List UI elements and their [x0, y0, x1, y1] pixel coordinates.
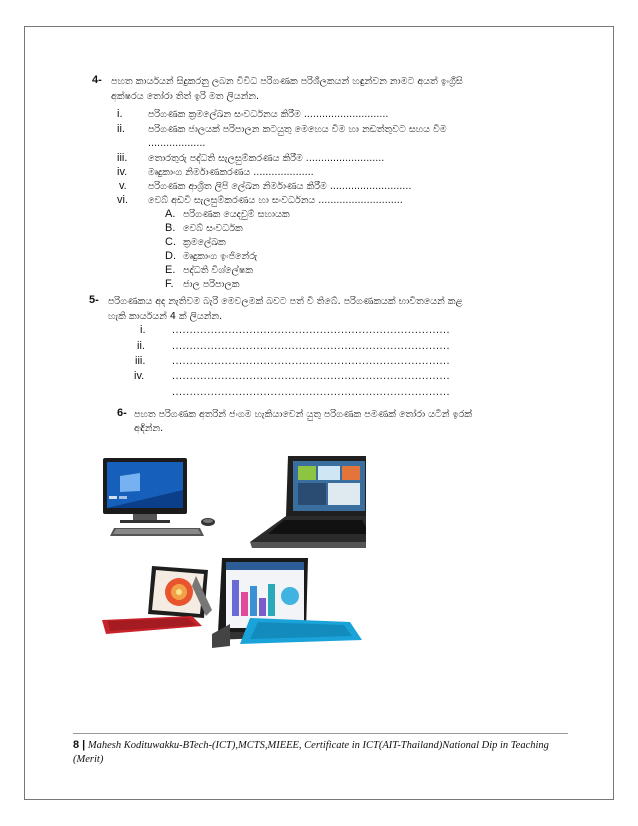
q4-option-text: ක්‍රමලේඛක: [183, 237, 226, 248]
page-number: 8 |: [73, 739, 86, 751]
computers-photo-top: [100, 456, 366, 556]
footer-author-text-continued: (Merit): [73, 754, 104, 765]
question-4-intro-line-1: පහත කාර්යයන් සිදුකරනු ලබන විවිධ පරිගණක පරිශීලකයන් හඳුන්වන නාමට අයත් ඉංග්‍රීසි: [111, 76, 463, 87]
footer-divider: [73, 733, 568, 734]
q5-item-num: iv.: [134, 370, 145, 382]
footer-author-text: Mahesh Kodituwakku-BTech-(ICT),MCTS,MIEEE, Certificate in ICT(AIT-Thailand)National Dip in Teaching: [87, 740, 549, 751]
q5-answer-line: ...............................................................................: [172, 341, 451, 352]
question-6-intro-line-2: අඳින්න.: [134, 423, 164, 434]
q4-option-letter: F.: [165, 278, 174, 290]
question-5-intro-line-1: පරිගණකය අද නැතිවම බැරි මෙවලමක් බවට පත් වී තිබේ. පරිගණකයක් භාවිතයෙන් කළ: [108, 296, 463, 307]
q4-option-text: ජාල පරිපාලක: [183, 279, 240, 290]
q4-item-text: පරිගණක ජාලයක් පරිපාලන කටයුතු මෙහෙය වීම හා නඩත්තුවට සහය වීම: [148, 124, 447, 135]
q4-item-num: v.: [119, 180, 127, 192]
q4-option-text: පරිගණක යෙදවුම් සහායක: [183, 209, 290, 220]
q4-item-num: ii.: [117, 123, 125, 135]
q4-option-letter: A.: [165, 208, 176, 220]
q4-option-letter: D.: [165, 250, 176, 262]
q5-item-num: i.: [140, 324, 146, 336]
q4-item-num: iv.: [117, 166, 128, 178]
q5-answer-line: ...............................................................................: [172, 371, 451, 382]
question-5-intro-line-2: හැකි කාර්යයන් 4 ක් ලියන්න.: [108, 311, 223, 322]
q4-item-num: vi.: [117, 194, 128, 206]
tablets-photo-bottom: [100, 556, 362, 652]
page-footer: [73, 738, 573, 767]
q5-answer-line: ...............................................................................: [172, 356, 451, 367]
q4-item-num: i.: [117, 108, 123, 120]
question-6-intro-line-1: පහත පරිගණක අතරින් ජංගම හැකියාවෙන් යුතු පරිගණක පමණක් තෝරා යටින් ඉරක්: [134, 409, 472, 420]
question-4-number: 4-: [92, 74, 102, 86]
q4-option-letter: B.: [165, 222, 176, 234]
q5-answer-line: ...............................................................................: [172, 387, 451, 398]
q4-item-num: iii.: [117, 152, 128, 164]
q4-option-letter: C.: [165, 236, 176, 248]
q4-item-text: පරිගණක ක්‍රමලේඛන සංවර්ධනය කිරීම ............................: [148, 109, 389, 120]
question-5-number: 5-: [89, 294, 99, 306]
q4-option-text: පද්ධති විශ්ලේෂක: [183, 265, 253, 276]
q5-item-num: iii.: [135, 355, 146, 367]
q4-option-text: මෘදුකාංග ඉංජිනේරු: [183, 251, 258, 262]
question-4-intro-line-2: අක්ෂරය තෝරා තිත් ඉරි මත ලියන්න.: [111, 91, 260, 102]
q5-answer-line: ...............................................................................: [172, 325, 451, 336]
q4-option-letter: E.: [165, 264, 176, 276]
q4-item-text: මෘදුකාංග නිර්මාණකරණය ....................: [148, 167, 314, 178]
q4-item-text-continued: ...................: [148, 138, 206, 149]
q4-item-text: පරිගණක ආශ්‍රිත ලිපි ලේඛන නිර්මාණය කිරීම ...........................: [148, 181, 412, 192]
question-6-number: 6-: [117, 407, 127, 419]
q5-item-num: ii.: [137, 340, 145, 352]
q4-item-text: තොරතුරු පද්ධති සැලසුම්කරණය කිරීම ..........................: [148, 153, 385, 164]
q4-item-text: වෙබ් අඩවි සැලසුම්කරණය හා සංවර්ධනය ............................: [148, 195, 403, 206]
q4-option-text: වෙබ් සංවර්ධක: [183, 223, 243, 234]
